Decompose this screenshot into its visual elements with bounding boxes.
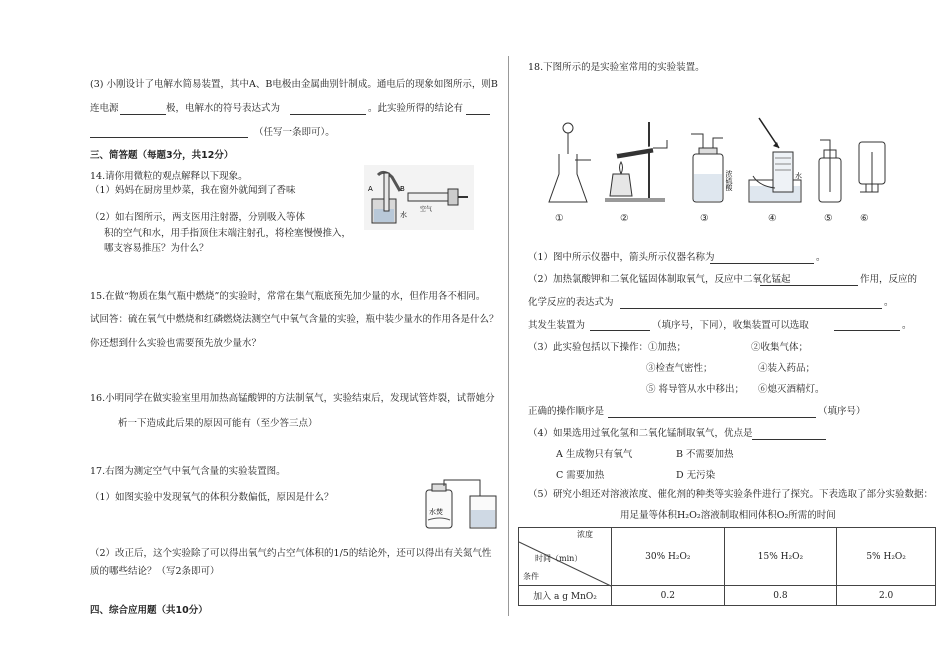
apparatus-number-6: ⑥ (860, 213, 869, 224)
apparatus-number-1: ① (555, 213, 564, 224)
q18-op6: ⑥熄灭酒精灯。 (758, 384, 825, 395)
table-header-15: 15% H₂O₂ (724, 528, 837, 586)
q18-order-fill: （填序号） (818, 406, 866, 417)
column-divider (508, 56, 509, 616)
q18-blank-role[interactable] (760, 285, 858, 286)
q14-part2-b: 积的空气和水，用手指顶住末端注射孔，将栓塞慢慢推入， (104, 228, 352, 239)
apparatus-4-water-trough (749, 118, 802, 202)
q3-blank-conclusion-b[interactable] (90, 137, 162, 138)
q14-title: 14.请你用微粒的观点解释以下现象。 (90, 171, 248, 182)
corner-bottom-label: 条件 (523, 572, 539, 581)
q18-blank-instrument[interactable] (710, 263, 814, 264)
q18-order: 正确的操作顺序是 (528, 406, 605, 417)
corner-mid-label: 时间（min） (535, 554, 583, 563)
q18-option-a: A 生成物只有氧气 (556, 449, 633, 460)
q18-blank-equation[interactable] (620, 308, 882, 309)
q15-line2: 试回答：硫在氧气中燃烧和红磷燃烧法测空气中氧气含量的实验，瓶中装少量水的作用各是什么？ (90, 314, 499, 325)
q3-line2-b: 极，电解水的符号表达式为 (166, 103, 281, 114)
apparatus-number-5: ⑤ (824, 213, 833, 224)
table-value-5: 2.0 (837, 586, 936, 606)
q3-line2-c: 。此实验所得的结论有 (368, 103, 464, 114)
table-value-15: 0.8 (724, 586, 837, 606)
q18-part2-a-end: 作用，反应的 (860, 274, 918, 285)
fig14-label-b: B (400, 185, 405, 193)
q16-line1: 16.小明同学在做实验室里用加热高锰酸钾的方法制氧气，实验结束后，发现试管炸裂，试帮她分 (90, 393, 495, 404)
q3-blank-conclusion-c[interactable] (162, 137, 248, 138)
q18-part5: （5）研究小组还对溶液浓度、催化剂的种类等实验条件进行了探究。下表选取了部分实验数据： (528, 489, 934, 500)
apparatus-number-3: ③ (700, 213, 709, 224)
fig14-label-air: 空气 (420, 206, 433, 213)
section4-title: 四、综合应用题（共10分） (90, 605, 208, 616)
q18-op4: ④装入药品； (758, 363, 816, 374)
q14-part1: （1）妈妈在厨房里炒菜，我在窗外就闻到了香味 (90, 185, 296, 196)
syringe-figure (364, 165, 474, 230)
q18-option-d: D 无污染 (676, 470, 716, 481)
table-header-5: 5% H₂O₂ (837, 528, 936, 586)
fig14-label-a: A (368, 185, 373, 193)
lab-apparatus-figure (545, 112, 890, 232)
corner-top-label: 浓度 (577, 530, 593, 539)
q3-blank-conclusion-a[interactable] (466, 114, 490, 115)
q3-blank-pole[interactable] (120, 114, 166, 115)
q18-blank-advantage[interactable] (752, 439, 826, 440)
apparatus-number-4: ④ (768, 213, 777, 224)
q18-option-c: C 需要加热 (556, 470, 605, 481)
table-row-label: 加入 a g MnO₂ (519, 586, 612, 606)
apparatus-2-heating (605, 122, 667, 202)
q3-blank-equation[interactable] (290, 114, 366, 115)
q18-part2-c2: （填序号，下同），收集装置可以选取 (652, 320, 809, 331)
q17-title: 17.右图为测定空气中氧气含量的实验装置图。 (90, 466, 286, 477)
q14-part2-c: 哪支容易推压？为什么？ (104, 243, 209, 254)
q18-part2-b: 化学反应的表达式为 (528, 297, 614, 308)
q14-part2-a: （2）如右图所示，两支医用注射器，分别吸入等体 (90, 212, 306, 223)
q3-line2-a: 连电源 (90, 103, 119, 114)
fig18-label-acid: 浓硫酸 (725, 170, 733, 191)
q15-line3: 你还想到什么实验也需要预先放少量水？ (90, 338, 262, 349)
fig14-label-water: 水 (400, 211, 407, 219)
fig17-label: 水焚 (429, 508, 443, 516)
table-corner-cell (519, 528, 612, 586)
q18-part2-a: （2）加热氯酸钾和二氧化锰固体制取氧气，反应中二氧化锰起 (528, 274, 791, 285)
q18-part3: （3）此实验包括以下操作：①加热； (528, 342, 687, 353)
q18-part2-c1: 其发生装置为 (528, 320, 586, 331)
apparatus-1-flask (549, 123, 591, 202)
q18-part1: （1）图中所示仪器中，箭头所示仪器名称为 (528, 252, 715, 263)
table-header-30: 30% H₂O₂ (612, 528, 725, 586)
q18-blank-generator[interactable] (590, 330, 650, 331)
q15-line1: 15.在做“物质在集气瓶中燃烧”的实验时，常常在集气瓶底预先加少量的水，但作用各不相同。 (90, 291, 486, 302)
experiment-table (518, 527, 936, 606)
q3-line3: （任写一条即可）。 (254, 127, 335, 138)
oxygen-measure-apparatus (420, 476, 502, 532)
table-caption: 用足量等体积H₂O₂溶液制取相同体积O₂所需的时间 (620, 510, 836, 521)
q3-line1: (3) 小刚设计了电解水简易装置，其中A、B电极由金属曲别针制成。通电后的现象如图所示，则B (90, 79, 498, 90)
q18-op5: ⑤ 将导管从水中移出； (646, 384, 745, 395)
q18-option-b: B 不需要加热 (676, 449, 734, 460)
apparatus-5-bottle (819, 140, 841, 202)
apparatus-number-2: ② (620, 213, 629, 224)
apparatus-6-inverted-bottle (859, 142, 885, 192)
apparatus-3-wash-bottle (691, 134, 733, 202)
q18-blank-collector[interactable] (834, 330, 900, 331)
fig18-label-water: 水 (795, 172, 802, 180)
section3-title: 三、简答题（每题3分，共12分） (90, 150, 234, 161)
q18-part4: （4）如果选用过氧化氢和二氧化锰制取氧气，优点是 (528, 428, 753, 439)
table-value-30: 0.2 (612, 586, 725, 606)
q17-part2-b: 质的哪些结论？（写2条即可） (90, 566, 220, 577)
q17-part2-a: （2）改正后，这个实验除了可以得出氧气约占空气体积的1/5的结论外，还可以得出有关氮气性 (90, 548, 492, 559)
q16-line2: 析一下造成此后果的原因可能有（至少答三点） (118, 418, 318, 429)
q18-op3: ③检查气密性； (646, 363, 713, 374)
q18-op2: ②收集气体； (751, 342, 809, 353)
q17-part1: （1）如图实验中发现氧气的体积分数偏低，原因是什么？ (90, 492, 334, 503)
q18-blank-order[interactable] (608, 417, 816, 418)
q18-title: 18.下图所示的是实验室常用的实验装置。 (528, 62, 705, 73)
